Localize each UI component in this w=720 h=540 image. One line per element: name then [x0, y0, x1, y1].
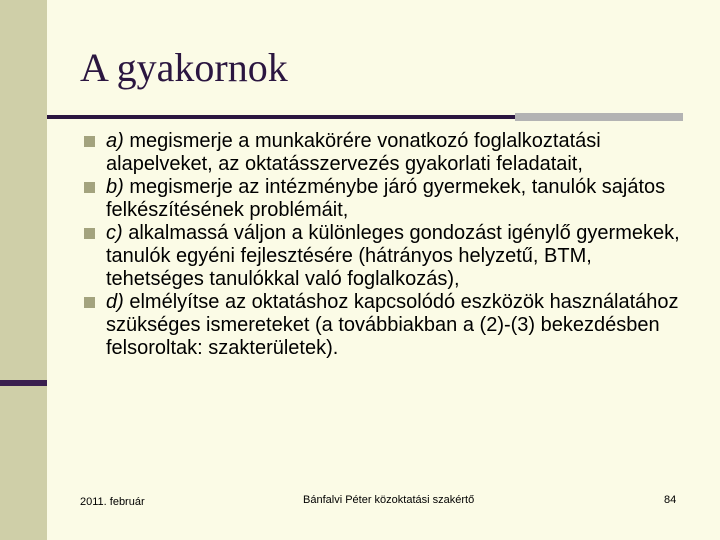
square-bullet-icon	[84, 136, 95, 147]
bullet-text	[106, 222, 680, 290]
footer-author: Bánfalvi Péter közoktatási szakértő	[303, 494, 475, 506]
square-bullet-icon	[84, 228, 95, 239]
bullet-body: megismerje az intézménybe járó gyermekek, tanulók sajátos felkészítésének problémáit,	[106, 176, 666, 221]
slide-title: A gyakornok	[80, 45, 288, 90]
bullet-body: elmélyítse az oktatáshoz kapcsolódó eszközök használatához szükséges ismereteket (a továbbiakban a (2)-(3) bekezdésben felsoroltak: szakterületek).	[106, 291, 679, 359]
title-underline-light	[515, 113, 683, 121]
bullet-text	[106, 176, 665, 221]
bullet-text	[106, 130, 601, 175]
bullet-text	[106, 291, 679, 359]
bullet-body: alkalmassá váljon a különleges gondozást igénylő gyermekek, tanulók egyéni fejlesztésére (hátrányos helyzetű, BTM, tehetséges tanulókkal való foglalkozás),	[106, 222, 680, 290]
bullet-label: d)	[106, 291, 124, 313]
square-bullet-icon	[84, 182, 95, 193]
bullet-label: a)	[106, 130, 124, 152]
bullet-item-a	[80, 130, 680, 176]
page-number: 84	[664, 494, 677, 506]
bullet-list	[80, 130, 680, 360]
bullet-item-b	[80, 176, 680, 222]
sidebar-accent-line	[0, 380, 47, 386]
square-bullet-icon	[84, 297, 95, 308]
bullet-item-d	[80, 291, 680, 360]
bullet-label: b)	[106, 176, 124, 198]
footer-date: 2011. február	[80, 496, 145, 508]
title-underline-dark	[47, 115, 515, 119]
bullet-label: c)	[106, 222, 123, 244]
bullet-body: megismerje a munkakörére vonatkozó foglalkoztatási alapelveket, az oktatásszervezés gyakorlati feladatait,	[106, 130, 601, 175]
left-sidebar-band	[0, 0, 47, 540]
bullet-item-c	[80, 222, 680, 291]
